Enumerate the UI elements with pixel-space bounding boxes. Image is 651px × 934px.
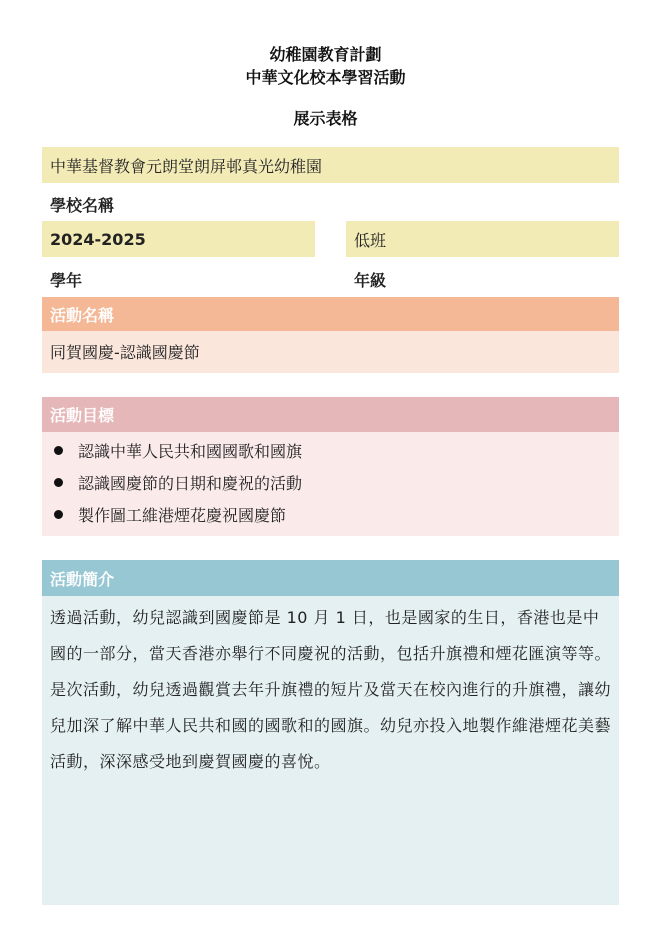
objectives-list [42,432,619,530]
school-year-field: 2024-2025 [42,221,315,257]
school-name-field: 中華基督教會元朗堂朗屏邨真光幼稚園 [42,147,619,183]
objectives-body [42,432,619,536]
activity-name-value: 同賀國慶-認識國慶節 [50,343,200,362]
activity-name-body [42,331,619,373]
form-title: 展示表格 [293,109,358,128]
objectives-header: 活動目標 [42,397,619,432]
intro-body [42,596,619,905]
bullet-icon [54,510,63,519]
objective-item: 認識中華人民共和國國歌和國旗 [42,434,619,466]
plan-title: 幼稚園教育計劃 [269,45,382,64]
bullet-icon [54,446,63,455]
intro-text: 透過活動，幼兒認識到國慶節是 10 月 1 日，也是國家的生日，香港也是中國的一部分，當天香港亦舉行不同慶祝的活動，包括升旗禮和煙花匯演等等。是次活動，幼兒透過觀賞去年升旗禮的短片及當天在校內進行的升旗禮，讓幼兒加深了解中華人民共和國的國歌和的國旗。幼兒亦投入地製作維港煙花美藝活動，深深感受地到慶賀國慶的喜悅。 [50,608,612,771]
activity-name-header: 活動名稱 [42,297,619,331]
activity-category-title: 中華文化校本學習活動 [245,68,406,87]
grade-label: 年級 [354,271,387,290]
school-name-label: 學校名稱 [50,196,115,215]
objective-item: 製作圖工維港煙花慶祝國慶節 [42,498,619,530]
intro-header: 活動簡介 [42,560,619,596]
school-year-label: 學年 [50,271,83,290]
bullet-icon [54,478,63,487]
objective-item: 認識國慶節的日期和慶祝的活動 [42,466,619,498]
grade-field: 低班 [346,221,619,257]
